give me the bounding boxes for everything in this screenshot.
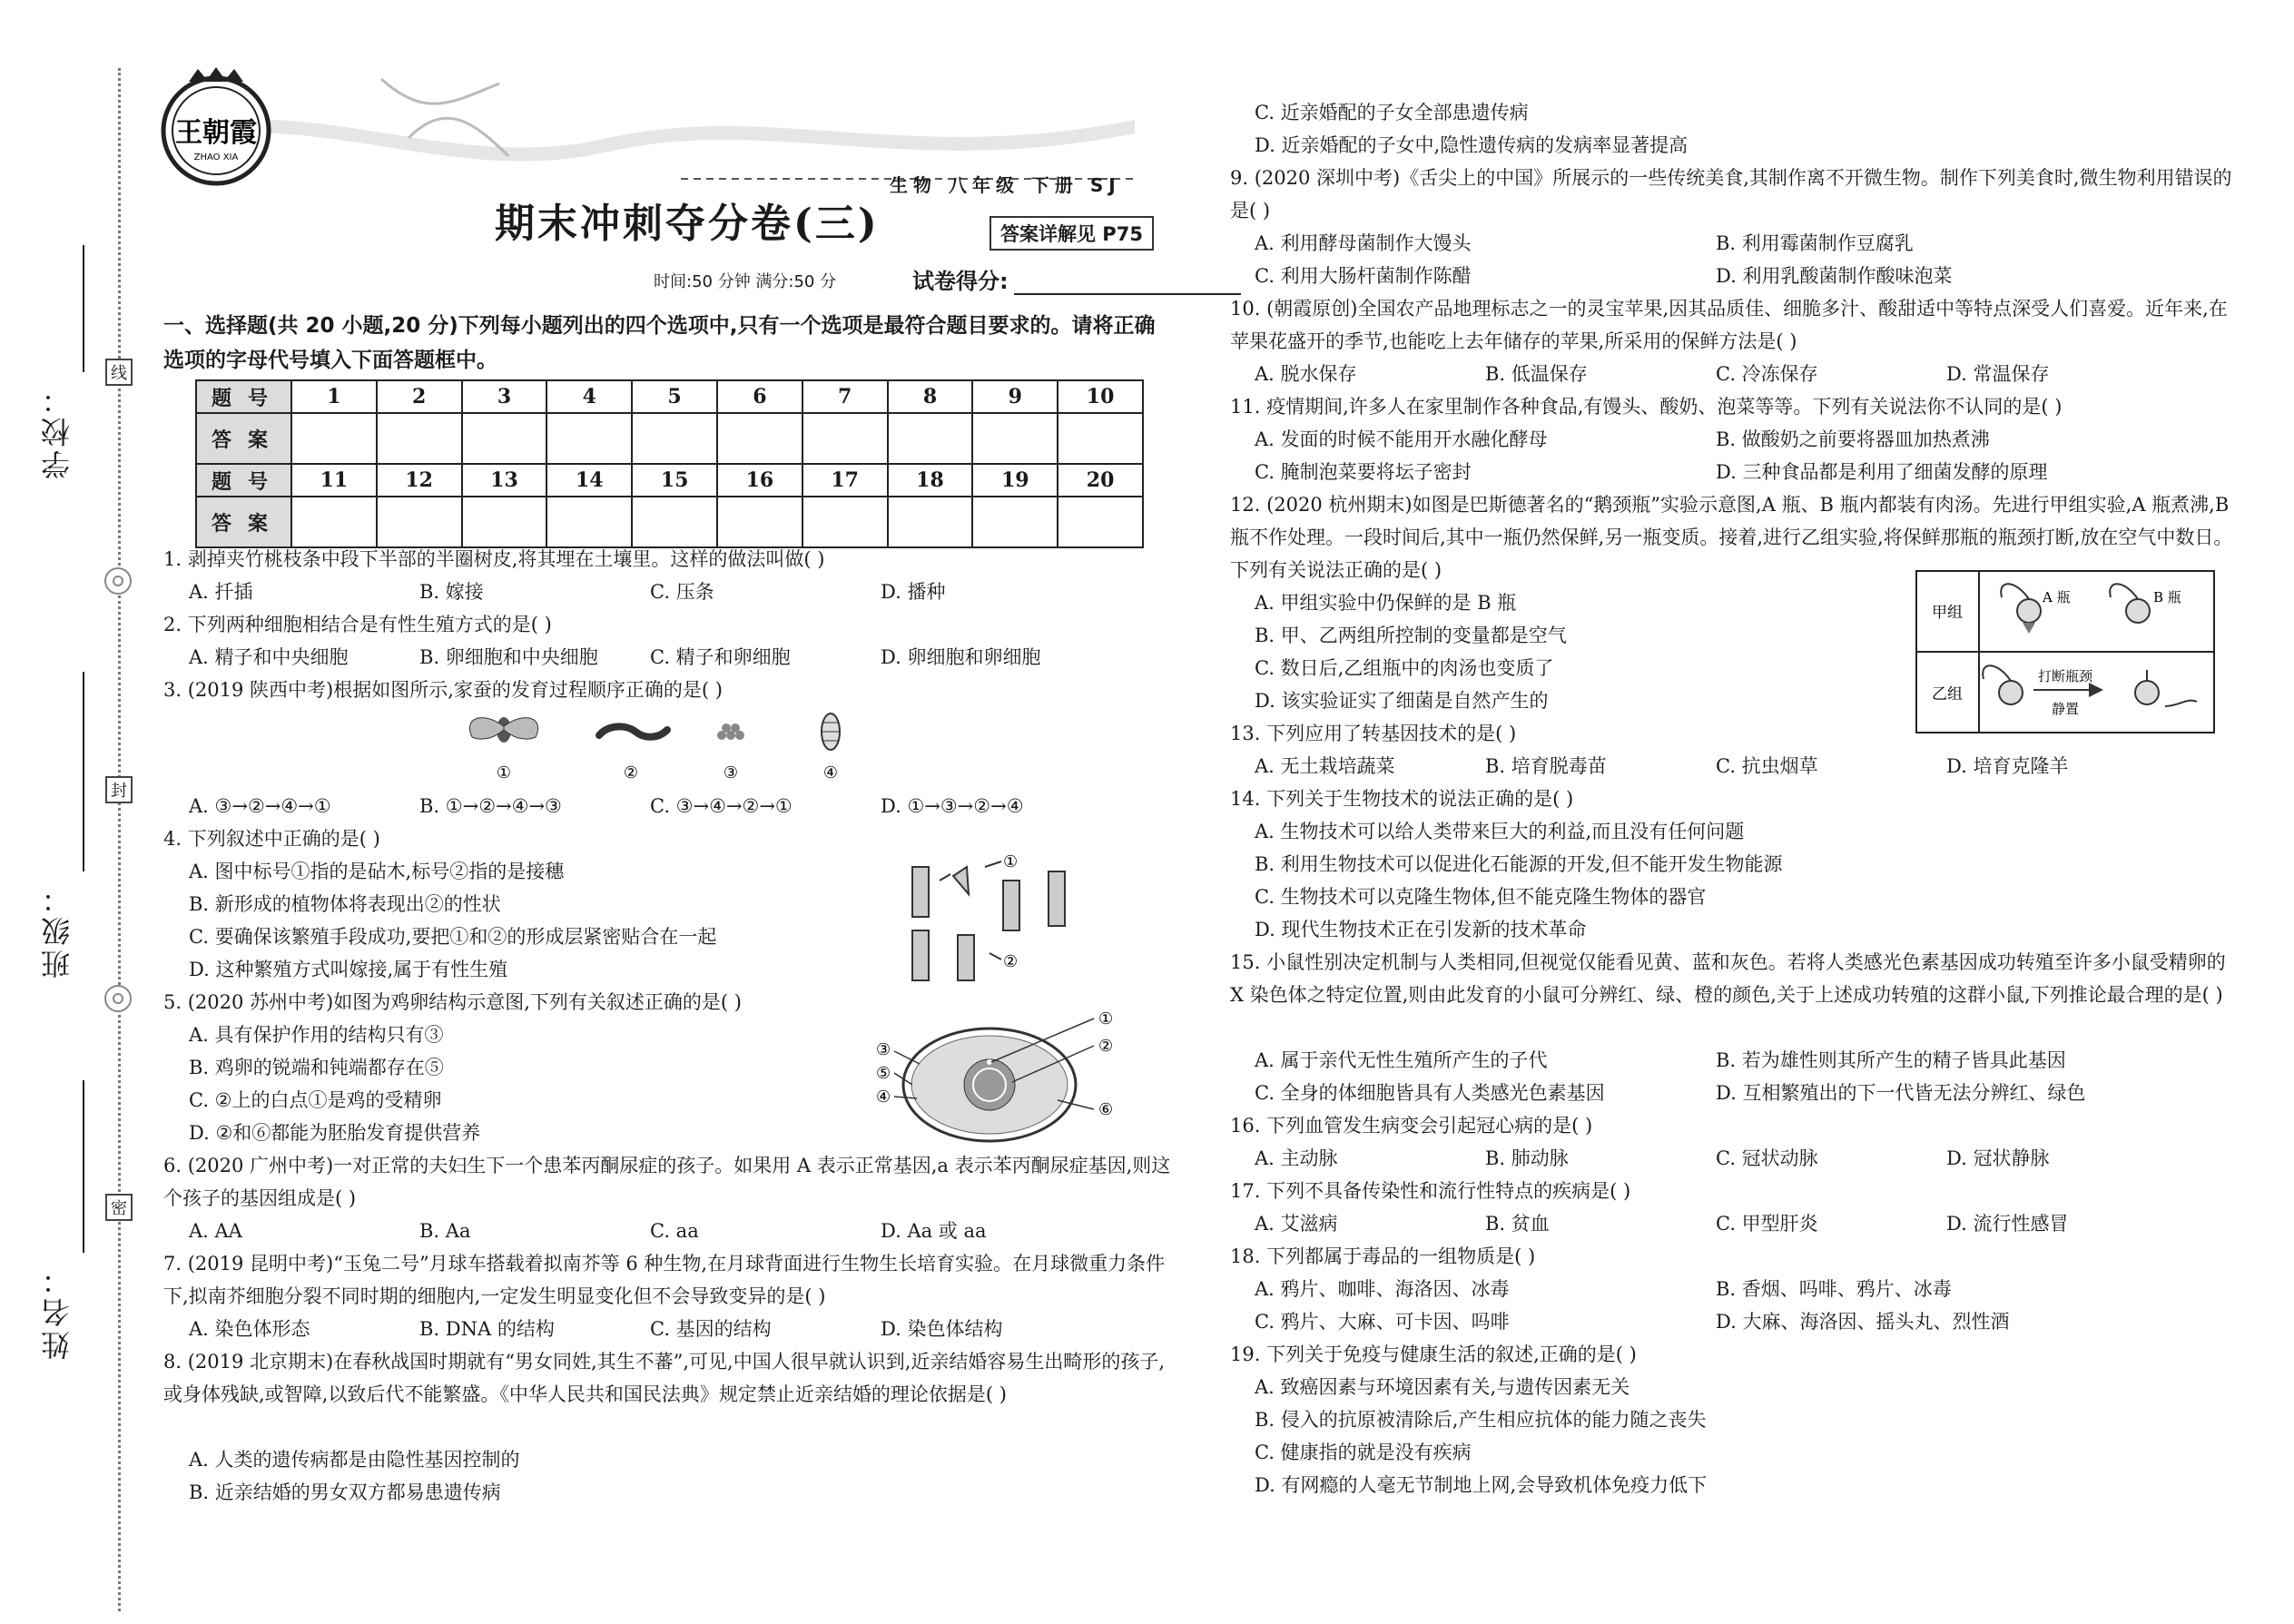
option[interactable]: C. 基因的结构 bbox=[650, 1318, 772, 1340]
swan-neck-flask-figure bbox=[1915, 570, 2215, 733]
qnum: 17 bbox=[802, 464, 888, 497]
question-9: 9. (2020 深圳中考)《舌尖上的中国》所展示的一些传统美食,其制作离不开微生物。制作下列美食时,微生物利用错误的是( ) bbox=[1230, 167, 2232, 221]
option[interactable]: D. 卵细胞和卵细胞 bbox=[881, 646, 1041, 668]
answer-cell[interactable] bbox=[377, 497, 462, 547]
answer-grid-ans-row-1 bbox=[196, 413, 1143, 464]
ans-header: 答案 bbox=[196, 497, 291, 547]
fig-label: ② bbox=[1098, 1037, 1114, 1056]
option[interactable]: A. 属于亲代无性生殖所产生的子代 bbox=[1255, 1049, 1548, 1071]
answer-cell[interactable] bbox=[462, 497, 547, 547]
question-16: 16. 下列血管发生病变会引起冠心病的是( ) bbox=[1230, 1115, 1593, 1137]
fig-label: ③ bbox=[723, 763, 739, 782]
option[interactable]: D. 三种食品都是利用了细菌发酵的原理 bbox=[1716, 461, 2048, 483]
answer-cell[interactable] bbox=[546, 497, 632, 547]
option[interactable]: B. 做酸奶之前要将器皿加热煮沸 bbox=[1716, 428, 1990, 450]
question-10: 10. (朝霞原创)全国农产品地理标志之一的灵宝苹果,因其品质佳、细脆多汁、酸甜适中等特点深受人们喜爱。近年来,在苹果花盛开的季节,也能吃上去年储存的苹果,所采用的保鲜方法是( ) bbox=[1230, 298, 2228, 352]
flask-label: A 瓶 bbox=[2043, 589, 2071, 605]
grafting-figure bbox=[903, 849, 1094, 985]
fig-label: ③ bbox=[876, 1040, 891, 1059]
option[interactable]: A. 甲组实验中仍保鲜的是 B 瓶 bbox=[1255, 592, 1517, 614]
qnum: 5 bbox=[632, 380, 717, 413]
question-19: 19. 下列关于免疫与健康生活的叙述,正确的是( ) bbox=[1230, 1343, 1637, 1365]
option[interactable]: D. 流行性感冒 bbox=[1946, 1213, 2069, 1235]
option[interactable]: B. 培育脱毒苗 bbox=[1485, 755, 1607, 777]
answer-cell[interactable] bbox=[632, 497, 717, 547]
option[interactable]: D. 该实验证实了细菌是自然产生的 bbox=[1255, 690, 1549, 712]
option[interactable]: C. 冷冻保存 bbox=[1716, 363, 1818, 385]
option[interactable]: A. 主动脉 bbox=[1255, 1147, 1338, 1169]
margin-tag-xian: 线 bbox=[105, 359, 133, 386]
answer-cell[interactable] bbox=[1058, 413, 1143, 464]
option[interactable]: C. 要确保该繁殖手段成功,要把①和②的形成层紧密贴合在一起 bbox=[189, 926, 717, 948]
option[interactable]: C. 压条 bbox=[650, 581, 714, 603]
question-1: 1. 剥掉夹竹桃枝条中段下半部的半圈树皮,将其埋在土壤里。这样的做法叫做( ) bbox=[163, 548, 825, 570]
fold-line bbox=[118, 68, 121, 1611]
option[interactable]: A. 发面的时候不能用开水融化酵母 bbox=[1255, 428, 1548, 450]
qnum: 6 bbox=[717, 380, 802, 413]
question-12: 12. (2020 杭州期末)如图是巴斯德著名的“鹅颈瓶”实验示意图,A 瓶、B 瓶内都装有肉汤。先进行甲组实验,A 瓶煮沸,B 瓶不作处理。一段时间后,其中一瓶仍然保鲜,另一瓶变质。接着,进行乙组实验,将保鲜那瓶的瓶颈打断,放在空气中数日。下列有关说法正确的是( ) bbox=[1230, 494, 2233, 581]
fig-label: ① bbox=[496, 763, 512, 782]
option[interactable]: B. 卵细胞和中央细胞 bbox=[419, 646, 598, 668]
question-3: 3. (2019 陕西中考)根据如图所示,家蚕的发育过程顺序正确的是( ) bbox=[163, 679, 723, 701]
score-label: 试卷得分: bbox=[912, 269, 1009, 294]
class-label: 班级： bbox=[40, 881, 74, 979]
option[interactable]: C. 甲型肝炎 bbox=[1716, 1213, 1818, 1235]
svg-text:王朝霞: 王朝霞 bbox=[175, 117, 257, 149]
larva-icon bbox=[599, 726, 667, 736]
question-18: 18. 下列都属于毒品的一组物质是( ) bbox=[1230, 1245, 1536, 1267]
margin-tag-mi: 密 bbox=[105, 1194, 133, 1221]
option[interactable]: B. Aa bbox=[419, 1220, 471, 1242]
answer-cell[interactable] bbox=[802, 497, 888, 547]
option[interactable]: A. 致癌因素与环境因素有关,与遗传因素无关 bbox=[1255, 1376, 1630, 1398]
qnum: 19 bbox=[972, 464, 1058, 497]
option[interactable]: B. 近亲结婚的男女双方都易患遗传病 bbox=[189, 1481, 501, 1503]
qnum: 9 bbox=[972, 380, 1058, 413]
option[interactable]: C. 近亲婚配的子女全部患遗传病 bbox=[1255, 102, 1529, 123]
section-instructions: 一、选择题(共 20 小题,20 分)下列每小题列出的四个选项中,只有一个选项是最符合题目要求的。请将正确选项的字母代号填入下面答题框中。 bbox=[163, 314, 1156, 372]
answer-cell[interactable] bbox=[802, 413, 888, 464]
option[interactable]: C. 健康指的就是没有疾病 bbox=[1255, 1442, 1472, 1463]
option[interactable]: A. 生物技术可以给人类带来巨大的利益,而且没有任何问题 bbox=[1255, 821, 1745, 842]
answer-cell[interactable] bbox=[717, 497, 802, 547]
option[interactable]: C. 腌制泡菜要将坛子密封 bbox=[1255, 461, 1472, 483]
question-6: 6. (2020 广州中考)一对正常的夫妇生下一个患苯丙酮尿症的孩子。如果用 A 表示正常基因,a 表示苯丙酮尿症基因,则这个孩子的基因组成是( ) bbox=[163, 1155, 1171, 1209]
answer-cell[interactable] bbox=[632, 413, 717, 464]
question-4: 4. 下列叙述中正确的是( ) bbox=[163, 828, 380, 850]
name-label: 姓名： bbox=[40, 1262, 74, 1360]
option[interactable]: C. 生物技术可以克隆生物体,但不能克隆生物体的器官 bbox=[1255, 886, 1707, 908]
qnum: 4 bbox=[546, 380, 632, 413]
answer-cell[interactable] bbox=[546, 413, 632, 464]
option[interactable]: C. 利用大肠杆菌制作陈醋 bbox=[1255, 265, 1472, 287]
option[interactable]: D. 现代生物技术正在引发新的技术革命 bbox=[1255, 919, 1587, 940]
name-line bbox=[83, 1080, 84, 1253]
silkworm-lifecycle-figure bbox=[454, 710, 871, 782]
option[interactable]: A. 鸦片、咖啡、海洛因、冰毒 bbox=[1255, 1278, 1510, 1300]
flask-label: B 瓶 bbox=[2153, 589, 2181, 605]
option[interactable]: B. 新形成的植物体将表现出②的性状 bbox=[189, 893, 501, 915]
option[interactable]: A. AA bbox=[189, 1220, 242, 1242]
fig-label: ① bbox=[1098, 1009, 1114, 1029]
fig-label: ④ bbox=[822, 763, 839, 782]
score-blank[interactable] bbox=[1014, 293, 1241, 295]
option[interactable]: B. 肺动脉 bbox=[1485, 1147, 1569, 1169]
class-line bbox=[83, 672, 84, 871]
question-13: 13. 下列应用了转基因技术的是( ) bbox=[1230, 723, 1517, 744]
option[interactable]: D. 大麻、海洛因、摇头丸、烈性酒 bbox=[1716, 1311, 2010, 1333]
option[interactable]: C. 精子和卵细胞 bbox=[650, 646, 791, 668]
step-label: 静置 bbox=[2052, 701, 2080, 717]
qnum: 8 bbox=[888, 380, 973, 413]
score-field bbox=[912, 263, 1241, 295]
fig-label: ⑥ bbox=[1098, 1100, 1114, 1119]
fig-label: ① bbox=[1003, 852, 1019, 871]
question-11: 11. 疫情期间,许多人在家里制作各种食品,有馒头、酸奶、泡菜等等。下列有关说法你不认同的是( ) bbox=[1230, 396, 2063, 418]
answer-grid bbox=[195, 379, 1144, 548]
answer-cell[interactable] bbox=[377, 413, 462, 464]
option[interactable]: D. 冠状静脉 bbox=[1946, 1147, 2050, 1169]
answer-cell[interactable] bbox=[888, 413, 973, 464]
option[interactable]: D. 近亲婚配的子女中,隐性遗传病的发病率显著提高 bbox=[1255, 134, 1689, 156]
option[interactable]: D. 培育克隆羊 bbox=[1946, 755, 2069, 777]
option[interactable]: D. 利用乳酸菌制作酸味泡菜 bbox=[1716, 265, 1953, 287]
qnum: 7 bbox=[802, 380, 888, 413]
option[interactable]: B. DNA 的结构 bbox=[419, 1318, 555, 1340]
option[interactable]: A. 精子和中央细胞 bbox=[189, 646, 349, 668]
qnum: 2 bbox=[377, 380, 462, 413]
step-label: 打断瓶颈 bbox=[2038, 668, 2093, 684]
option[interactable]: C. aa bbox=[650, 1220, 699, 1242]
option[interactable]: D. 播种 bbox=[881, 581, 946, 603]
option[interactable]: A. 人类的遗传病都是由隐性基因控制的 bbox=[189, 1449, 520, 1471]
answer-cell[interactable] bbox=[972, 497, 1058, 547]
qnum: 14 bbox=[546, 464, 632, 497]
group-label: 乙组 bbox=[1932, 685, 1963, 704]
option[interactable]: B. 低温保存 bbox=[1485, 363, 1588, 385]
time-score-meta: 时间:50 分钟 满分:50 分 bbox=[654, 272, 837, 291]
qnum: 13 bbox=[462, 464, 547, 497]
logo-seal-icon bbox=[153, 65, 280, 192]
option[interactable]: A. 无土栽培蔬菜 bbox=[1255, 755, 1395, 777]
answer-cell[interactable] bbox=[462, 413, 547, 464]
option[interactable]: B. ①→②→④→③ bbox=[419, 795, 562, 817]
qnum: 1 bbox=[291, 380, 377, 413]
option[interactable]: A. 图中标号①指的是砧木,标号②指的是接穗 bbox=[189, 861, 565, 882]
answer-cell[interactable] bbox=[1058, 497, 1143, 547]
answer-cell[interactable] bbox=[888, 497, 973, 547]
group-label: 甲组 bbox=[1932, 604, 1963, 622]
answer-cell[interactable] bbox=[972, 413, 1058, 464]
qnum: 15 bbox=[632, 464, 717, 497]
option[interactable]: A. 具有保护作用的结构只有③ bbox=[189, 1024, 444, 1046]
option[interactable]: B. 香烟、吗啡、鸦片、冰毒 bbox=[1716, 1278, 1952, 1300]
option[interactable]: D. ②和⑥都能为胚胎发育提供营养 bbox=[189, 1122, 481, 1144]
fig-label: ② bbox=[1003, 952, 1019, 971]
question-2: 2. 下列两种细胞相结合是有性生殖方式的是( ) bbox=[163, 614, 552, 635]
num-header: 题号 bbox=[196, 464, 291, 497]
option[interactable]: B. 若为雄性则其所产生的精子皆具此基因 bbox=[1716, 1049, 2066, 1071]
num-header: 题号 bbox=[196, 380, 291, 413]
eggs-icon bbox=[717, 723, 744, 740]
scion-icon bbox=[953, 867, 969, 894]
school-label: 学校： bbox=[40, 381, 74, 479]
answer-reference: 答案详解见 P75 bbox=[989, 216, 1154, 251]
option[interactable]: D. 有网瘾的人毫无节制地上网,会导致机体免疫力低下 bbox=[1255, 1474, 1708, 1496]
option[interactable]: A. 艾滋病 bbox=[1255, 1213, 1338, 1235]
option[interactable]: D. Aa 或 aa bbox=[881, 1220, 987, 1242]
option[interactable]: A. 染色体形态 bbox=[189, 1318, 310, 1340]
school-line bbox=[83, 245, 84, 372]
binding-ring-icon bbox=[104, 567, 132, 595]
option[interactable]: A. 利用酵母菌制作大馒头 bbox=[1255, 232, 1472, 254]
binding-ring-icon bbox=[104, 985, 132, 1012]
option[interactable]: D. 互相繁殖出的下一代皆无法分辨红、绿色 bbox=[1716, 1082, 2086, 1104]
option[interactable]: B. 甲、乙两组所控制的变量都是空气 bbox=[1255, 625, 1567, 646]
option[interactable]: B. 利用霉菌制作豆腐乳 bbox=[1716, 232, 1914, 254]
option[interactable]: D. 染色体结构 bbox=[881, 1318, 1003, 1340]
option[interactable]: D. ①→③→②→④ bbox=[881, 795, 1024, 817]
option[interactable]: C. 抗虫烟草 bbox=[1716, 755, 1818, 777]
option[interactable]: C. ③→④→②→① bbox=[650, 795, 793, 817]
option[interactable]: C. ②上的白点①是鸡的受精卵 bbox=[189, 1089, 442, 1111]
yolk-icon bbox=[964, 1059, 1015, 1110]
moth-icon bbox=[469, 717, 537, 743]
qnum: 10 bbox=[1058, 380, 1143, 413]
svg-text:ZHAO XIA: ZHAO XIA bbox=[193, 153, 239, 162]
qnum: 20 bbox=[1058, 464, 1143, 497]
option[interactable]: A. 脱水保存 bbox=[1255, 363, 1357, 385]
option[interactable]: D. 常温保存 bbox=[1946, 363, 2050, 385]
answer-grid-num-row-1 bbox=[196, 380, 1143, 413]
answer-cell[interactable] bbox=[291, 413, 377, 464]
margin-tag-feng: 封 bbox=[105, 776, 133, 803]
answer-cell[interactable] bbox=[717, 413, 802, 464]
qnum: 11 bbox=[291, 464, 377, 497]
option[interactable]: B. 嫁接 bbox=[419, 581, 484, 603]
question-7: 7. (2019 昆明中考)“玉兔二号”月球车搭载着拟南芥等 6 种生物,在月球背面进行生物生长培育实验。在月球微重力条件下,拟南芥细胞分裂不同时期的细胞内,一定发生明显变化但不会导致变异的是( ) bbox=[163, 1253, 1166, 1307]
option[interactable]: B. 侵入的抗原被清除后,产生相应抗体的能力随之丧失 bbox=[1255, 1409, 1707, 1431]
option[interactable]: C. 冠状动脉 bbox=[1716, 1147, 1818, 1169]
qnum: 3 bbox=[462, 380, 547, 413]
fig-label: ⑤ bbox=[876, 1064, 891, 1083]
page-title: 期末冲刺夺分卷(三) bbox=[495, 201, 880, 247]
answer-grid-num-row-2 bbox=[196, 464, 1143, 497]
qnum: 16 bbox=[717, 464, 802, 497]
question-17: 17. 下列不具备传染性和流行性特点的疾病是( ) bbox=[1230, 1180, 1631, 1202]
option[interactable]: A. 扦插 bbox=[189, 581, 253, 603]
qnum: 12 bbox=[377, 464, 462, 497]
question-5: 5. (2020 苏州中考)如图为鸡卵结构示意图,下列有关叙述正确的是( ) bbox=[163, 991, 742, 1013]
question-8: 8. (2019 北京期末)在春秋战国时期就有“男女同姓,其生不蕃”,可见,中国人很早就认识到,近亲结婚容易生出畸形的孩子,或身体残缺,或智障,以致后代不能繁盛。《中华人民共和国民法典》规定禁止近亲结婚的理论依据是( ) bbox=[163, 1351, 1166, 1405]
option[interactable]: C. 全身的体细胞皆具有人类感光色素基因 bbox=[1255, 1082, 1605, 1104]
question-15: 15. 小鼠性别决定机制与人类相同,但视觉仅能看见黄、蓝和灰色。若将人类感光色素基因成功转殖至许多小鼠受精卵的 X 染色体之特定位置,则由此发育的小鼠可分辨红、绿、橙的颜色,关于上述成功转殖的这群小鼠,下列推论最合理的是( ) bbox=[1230, 951, 2226, 1006]
option[interactable]: A. ③→②→④→① bbox=[189, 795, 331, 817]
stock-icon bbox=[912, 867, 929, 917]
option[interactable]: C. 数日后,乙组瓶中的肉汤也变质了 bbox=[1255, 657, 1554, 679]
fig-label: ② bbox=[623, 763, 639, 782]
option[interactable]: B. 贫血 bbox=[1485, 1213, 1550, 1235]
option[interactable]: C. 鸦片、大麻、可卡因、吗啡 bbox=[1255, 1311, 1510, 1333]
answer-grid-ans-row-2 bbox=[196, 497, 1143, 547]
subject-banner: 生物 八年级 下册 SJ bbox=[890, 174, 1121, 196]
ans-header: 答案 bbox=[196, 413, 291, 464]
option[interactable]: D. 这种繁殖方式叫嫁接,属于有性生殖 bbox=[189, 959, 508, 980]
egg-structure-figure bbox=[876, 1008, 1126, 1153]
pupa-icon bbox=[822, 714, 840, 750]
answer-cell[interactable] bbox=[291, 497, 377, 547]
qnum: 18 bbox=[888, 464, 973, 497]
option[interactable]: B. 利用生物技术可以促进化石能源的开发,但不能开发生物能源 bbox=[1255, 853, 1783, 875]
option[interactable]: B. 鸡卵的锐端和钝端都存在⑤ bbox=[189, 1057, 444, 1078]
fig-label: ④ bbox=[876, 1088, 891, 1107]
question-14: 14. 下列关于生物技术的说法正确的是( ) bbox=[1230, 788, 1574, 810]
